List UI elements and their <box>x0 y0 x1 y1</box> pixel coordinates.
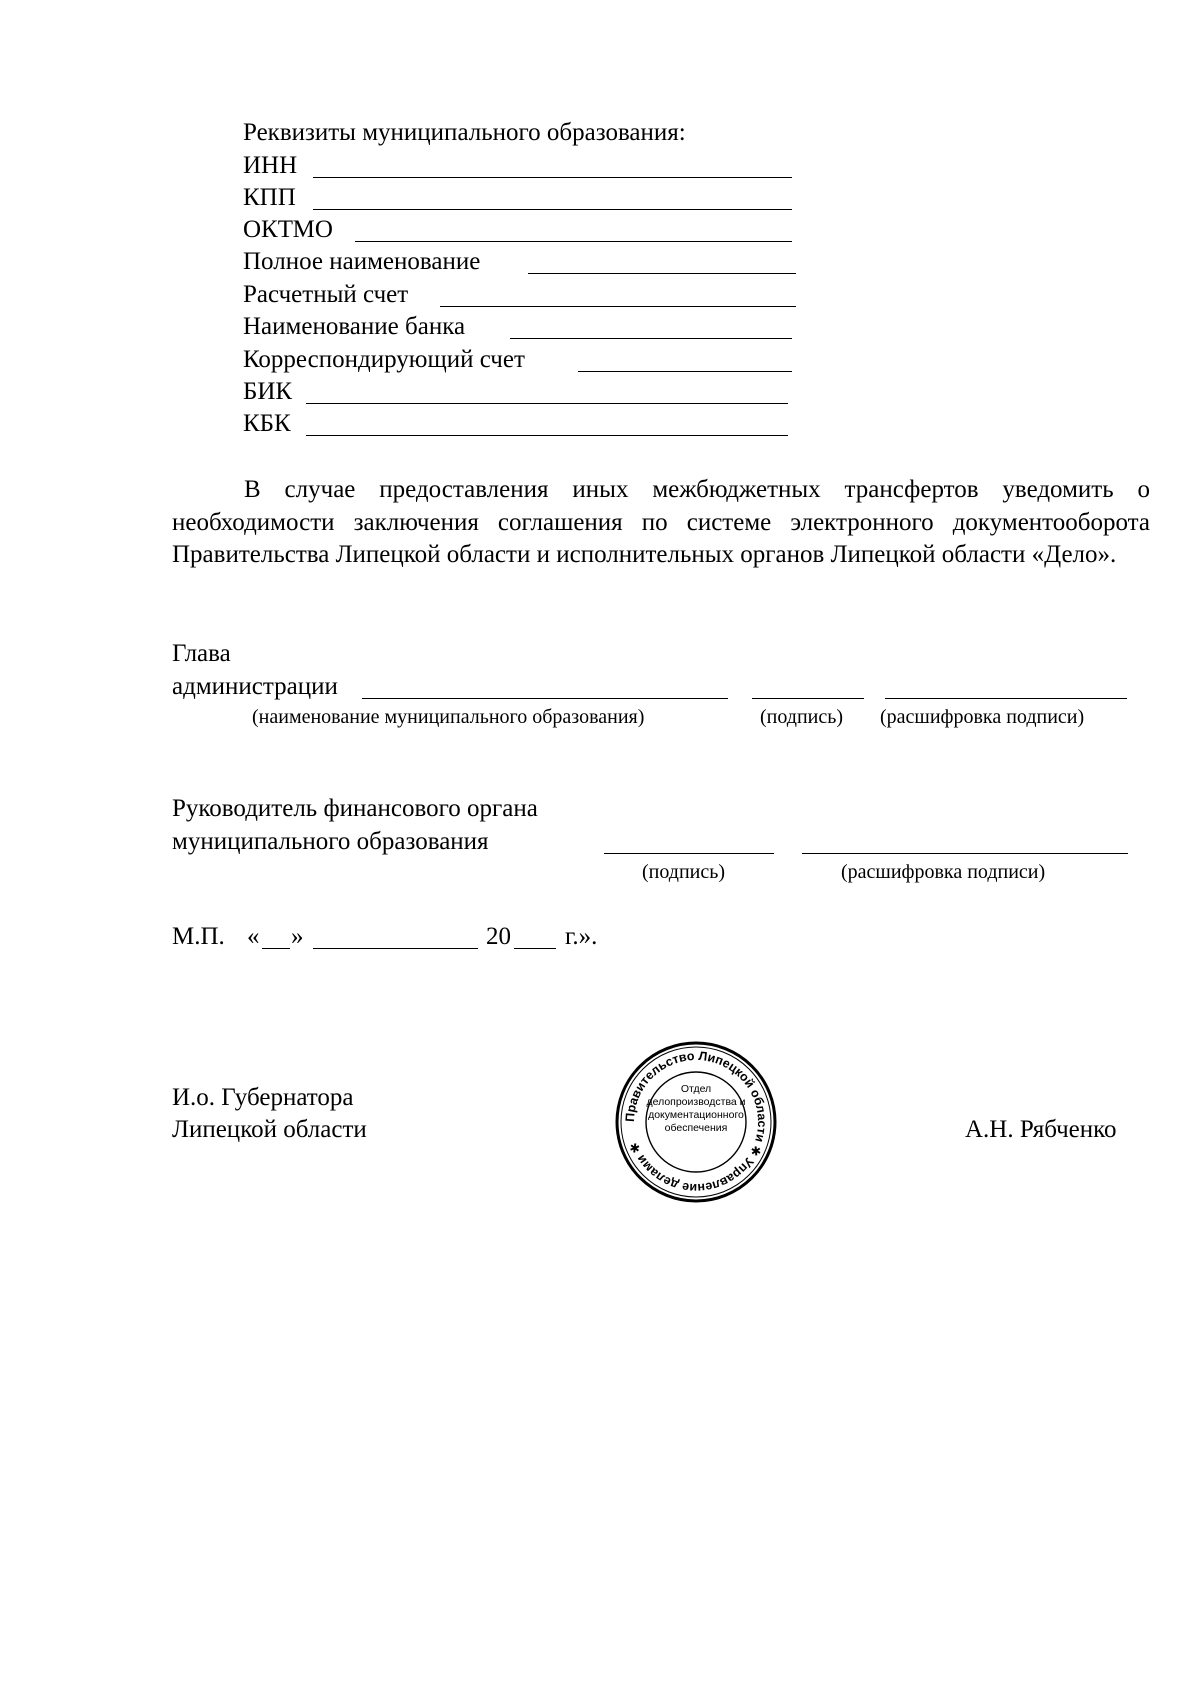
corr-account-label: Корреспондирующий счет <box>243 346 525 373</box>
stamp-center-line: документационного <box>648 1109 744 1121</box>
stamp-center-line: обеспечения <box>664 1122 728 1134</box>
head-caption-name: (наименование муниципального образования) <box>252 706 645 728</box>
signatory-title-line2: Липецкой области <box>172 1116 367 1143</box>
bik-label: БИК <box>243 378 293 405</box>
year-suffix: г.». <box>565 923 598 950</box>
full-name-field[interactable] <box>528 273 796 274</box>
year-field[interactable] <box>514 948 556 949</box>
inn-label: ИНН <box>243 152 298 179</box>
account-field[interactable] <box>440 306 796 307</box>
head-municipality-field[interactable] <box>362 698 728 699</box>
finance-title-line2: муниципального образования <box>172 828 489 855</box>
oktmo-label: ОКТМО <box>243 216 333 243</box>
bank-name-label: Наименование банка <box>243 313 466 340</box>
notice-paragraph-text: В случае предоставления иных межбюджетных трансфертов уведомить о необходимости заключения соглашения по системе электронного документооборота Правительства Липецкой области и исполнительных органов Липецкой области «Дело». <box>172 476 1150 568</box>
kbk-field[interactable] <box>306 435 788 436</box>
finance-title-line1: Руководитель финансового органа <box>172 795 538 822</box>
bank-name-field[interactable] <box>510 338 792 339</box>
head-title-line2: администрации <box>172 673 338 700</box>
head-caption-signature: (подпись) <box>760 706 844 728</box>
bik-field[interactable] <box>306 403 788 404</box>
month-field[interactable] <box>313 948 478 949</box>
signatory-title-line1: И.о. Губернатора <box>172 1084 354 1111</box>
day-field[interactable] <box>262 948 290 949</box>
oktmo-field[interactable] <box>355 241 792 242</box>
kpp-field[interactable] <box>313 209 792 210</box>
kbk-label: КБК <box>243 410 291 437</box>
stamp-center-line: делопроизводства и <box>646 1096 746 1108</box>
date-close-quote: » <box>291 923 304 950</box>
year-prefix: 20 <box>486 923 511 950</box>
stamp-outer-text: Правительство Липецкой области ✱ Управление делами ✱ <box>622 1048 770 1196</box>
finance-caption-decoding: (расшифровка подписи) <box>841 861 1046 883</box>
full-name-label: Полное наименование <box>243 248 481 275</box>
corr-account-field[interactable] <box>578 371 792 372</box>
head-title-line1: Глава <box>172 640 231 667</box>
mp-label: М.П. <box>172 923 225 950</box>
finance-signature-field[interactable] <box>604 853 774 854</box>
signatory-name: А.Н. Рябченко <box>965 1116 1117 1143</box>
head-caption-decoding: (расшифровка подписи) <box>880 706 1085 728</box>
notice-paragraph <box>172 474 1150 572</box>
head-decoding-field[interactable] <box>885 698 1127 699</box>
stamp-center-text <box>632 1083 760 1135</box>
head-signature-field[interactable] <box>752 698 864 699</box>
finance-decoding-field[interactable] <box>802 853 1128 854</box>
account-label: Расчетный счет <box>243 281 409 308</box>
stamp-center-line: Отдел <box>680 1083 712 1095</box>
date-open-quote: « <box>247 923 260 950</box>
inn-field[interactable] <box>313 177 792 178</box>
requisites-title: Реквизиты муниципального образования: <box>243 119 686 146</box>
finance-caption-signature: (подпись) <box>642 861 726 883</box>
kpp-label: КПП <box>243 184 296 211</box>
